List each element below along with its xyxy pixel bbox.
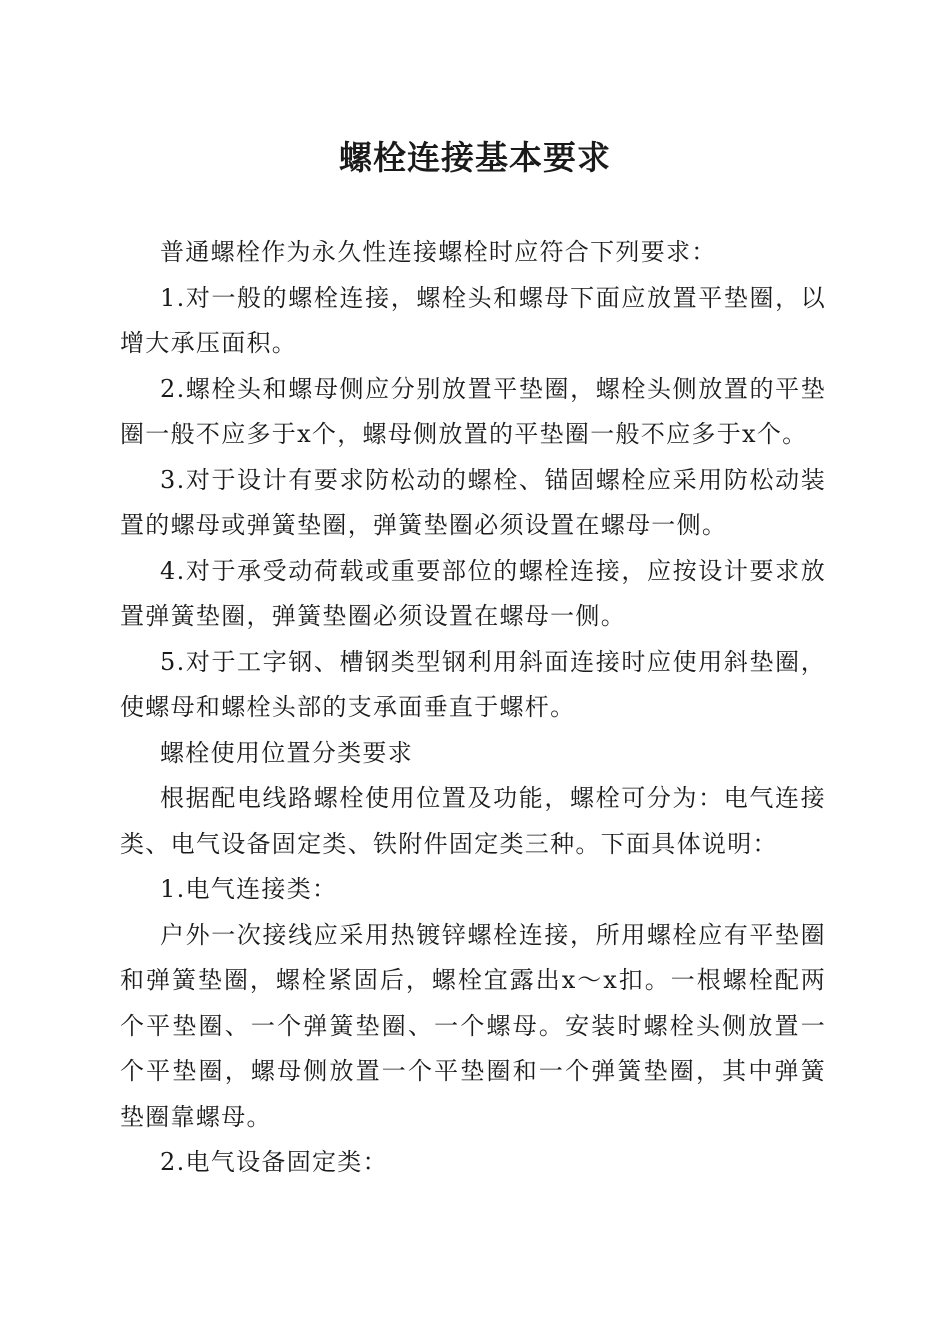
- paragraph-item-5: 5.对于工字钢、槽钢类型钢利用斜面连接时应使用斜垫圈，使螺母和螺栓头部的支承面垂直于螺杆。: [120, 647, 826, 721]
- paragraph-item-1: 1.对一般的螺栓连接，螺栓头和螺母下面应放置平垫圈，以增大承压面积。: [120, 283, 826, 357]
- section-heading-position-classification: 螺栓使用位置分类要求: [160, 738, 413, 767]
- subheading-equipment-fixing: 2.电气设备固定类：: [160, 1148, 388, 1176]
- paragraph-classification-intro: 根据配电线路螺栓使用位置及功能，螺栓可分为：电气连接类、电气设备固定类、铁附件固定类三种。下面具体说明：: [120, 784, 826, 858]
- paragraph-item-2: 2.螺栓头和螺母侧应分别放置平垫圈，螺栓头侧放置的平垫圈一般不应多于x个，螺母侧放置的平垫圈一般不应多于x个。: [120, 374, 826, 448]
- document-body: [120, 230, 826, 1186]
- paragraph-item-4: 4.对于承受动荷载或重要部位的螺栓连接，应按设计要求放置弹簧垫圈，弹簧垫圈必须设置在螺母一侧。: [120, 556, 826, 630]
- document-title: 螺栓连接基本要求: [339, 138, 611, 177]
- paragraph-electrical-connection: 户外一次接线应采用热镀锌螺栓连接，所用螺栓应有平垫圈和弹簧垫圈，螺栓紧固后，螺栓宜露出x～x扣。一根螺栓配两个平垫圈、一个弹簧垫圈、一个螺母。安装时螺栓头侧放置一个平垫圈，螺母侧放置一个平垫圈和一个弹簧垫圈，其中弹簧垫圈靠螺母。: [120, 920, 826, 1131]
- subheading-electrical-connection: 1.电气连接类：: [160, 875, 338, 903]
- paragraph-item-3: 3.对于设计有要求防松动的螺栓、锚固螺栓应采用防松动装置的螺母或弹簧垫圈，弹簧垫圈必须设置在螺母一侧。: [120, 465, 826, 539]
- paragraph-intro: 普通螺栓作为永久性连接螺栓时应符合下列要求：: [160, 238, 717, 266]
